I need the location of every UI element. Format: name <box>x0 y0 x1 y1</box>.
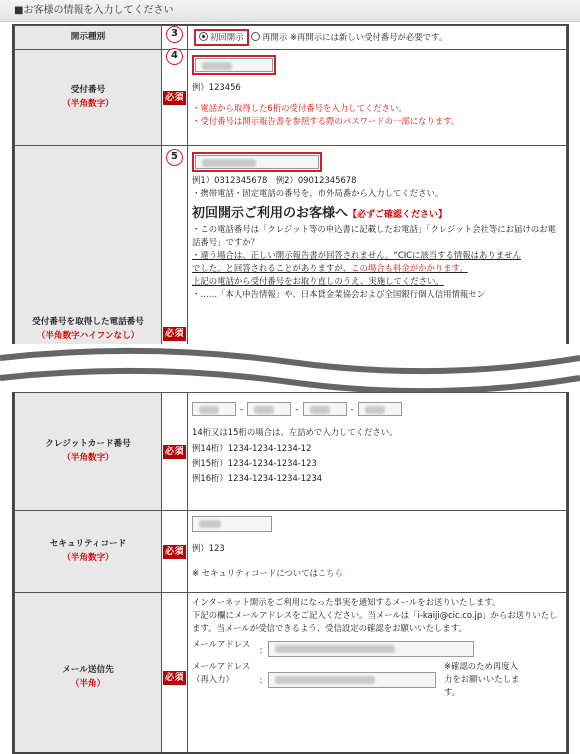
mail-confirm-note: ※確認のため再度入力をお願いいたします。 <box>444 661 520 698</box>
required-badge: 必須 <box>164 546 184 557</box>
required-badge: 必須 <box>164 672 184 683</box>
section-caption: ■お客様の情報を入力してください <box>0 0 580 22</box>
highlight-box-4 <box>192 55 276 75</box>
phone-note: ・携帯電話・固定電話の番号を、市外局番から入力してください。 <box>192 188 444 199</box>
card-number-input-4[interactable] <box>358 402 402 416</box>
phone-example: 例1）0312345678 例2）09012345678 <box>192 175 357 186</box>
mail-confirm-input[interactable] <box>268 672 436 688</box>
label-security-code: セキュリティコード （半角数字） <box>15 511 162 593</box>
marker-5: 5 <box>166 149 183 166</box>
row-card-number <box>15 393 567 511</box>
row-disclosure-type <box>15 26 567 50</box>
card-example-15: 例15桁）1234-1234-1234-123 <box>192 458 317 469</box>
radio-first-label: 初回開示 <box>210 32 244 42</box>
receipt-note-2: ・受付番号は開示報告書を参照する際のパスワードの一部になります。 <box>192 116 460 127</box>
receipt-note-1: ・電話から取得した6桁の受付番号を入力してください。 <box>192 103 407 114</box>
receipt-number-input[interactable] <box>195 58 273 72</box>
phone-paragraph-4: ・……「本人申告情報」や、日本貸金業協会および全国銀行個人信用情報セン <box>192 289 485 300</box>
form-table-top <box>12 24 569 344</box>
label-phone-number: 受付番号を取得した電話番号 （半角数字ハイフンなし） <box>15 146 162 344</box>
security-note: ※ セキュリティコードについてはこちら <box>192 568 344 579</box>
marker-3: 3 <box>166 26 183 43</box>
security-code-link[interactable]: こちら <box>317 568 344 579</box>
required-badge: 必須 <box>164 92 184 103</box>
required-badge: 必須 <box>164 329 184 340</box>
phone-paragraph-3: 上記の電話から受付番号をお取り直しのうえ、実施してください。 <box>192 276 444 287</box>
radio-first-disclosure[interactable] <box>199 32 208 41</box>
highlight-box-5 <box>192 152 322 172</box>
row-security-code <box>15 511 567 593</box>
mail-address-label: メールアドレス <box>192 639 251 650</box>
wave-break-graphic <box>0 344 580 392</box>
mail-confirm-row: メールアドレス （再入力） : ※確認のため再度入力をお願いいたします。 <box>192 660 562 699</box>
security-example: 例）123 <box>192 543 225 553</box>
receipt-example: 例）123456 <box>192 82 241 93</box>
label-card-number: クレジットカード番号 （半角数字） <box>15 393 162 511</box>
card-note: 14桁又は15桁の場合は、左詰めで入力してください。 <box>192 427 398 438</box>
card-number-input-2[interactable] <box>247 402 291 416</box>
re-disclosure-note: ※再開示には新しい受付番号が必要です。 <box>289 32 448 42</box>
security-code-input[interactable] <box>192 516 272 532</box>
phone-number-input[interactable] <box>195 155 319 169</box>
radio-re-disclosure[interactable] <box>251 32 260 41</box>
first-time-heading: 初回開示ご利用のお客様へ【必ずご確認ください】 <box>192 206 448 222</box>
required-badge: 必須 <box>164 446 184 457</box>
label-disclosure-type: 開示種別 <box>15 26 162 50</box>
form-table-bottom <box>12 392 569 754</box>
card-number-input-3[interactable] <box>303 402 347 416</box>
highlight-box-3 <box>194 29 249 46</box>
row-mail <box>15 593 567 754</box>
mail-confirm-label: メールアドレス （再入力） <box>192 661 251 685</box>
card-example-16: 例16桁）1234-1234-1234-1234 <box>192 473 323 484</box>
card-number-inputs: - - - <box>192 402 562 417</box>
phone-paragraph-2: ・違う場合は、正しい開示報告書が回答されません。“CICに該当する情報はありません でした。と回答されることがありますが、この場合も料金がかかります。 <box>192 250 521 274</box>
row-receipt-number <box>15 50 567 146</box>
marker-4: 4 <box>166 48 183 65</box>
row-phone-number <box>15 146 567 344</box>
mail-address-input[interactable] <box>268 641 474 657</box>
wave-break <box>0 344 580 392</box>
radio-re-label: 再開示 <box>262 32 288 42</box>
mail-address-row: メールアドレス : <box>192 638 562 657</box>
card-example-14: 例14桁）1234-1234-1234-12 <box>192 443 312 454</box>
mail-paragraph-1: インターネット開示をご利用になった事実を通知するメールをお送りいたします。 <box>192 597 501 607</box>
label-mail: メール送信先 （半角） <box>15 593 162 754</box>
label-receipt-number: 受付番号 （半角数字） <box>15 50 162 146</box>
phone-paragraph-1: ・この電話番号は「クレジット等の申込書に記載したお電話」「クレジット会社等にお届けのお電話番号」ですか？ <box>192 224 556 248</box>
card-number-input-1[interactable] <box>192 402 236 416</box>
mail-paragraph-2: 下記の欄にメールアドレスをご記入ください。当メールは「i-kaiji@cic.co.jp」からお送りいたします。当メールが受信できるよう、受信設定の確認をお願いいたします。 <box>192 610 558 634</box>
